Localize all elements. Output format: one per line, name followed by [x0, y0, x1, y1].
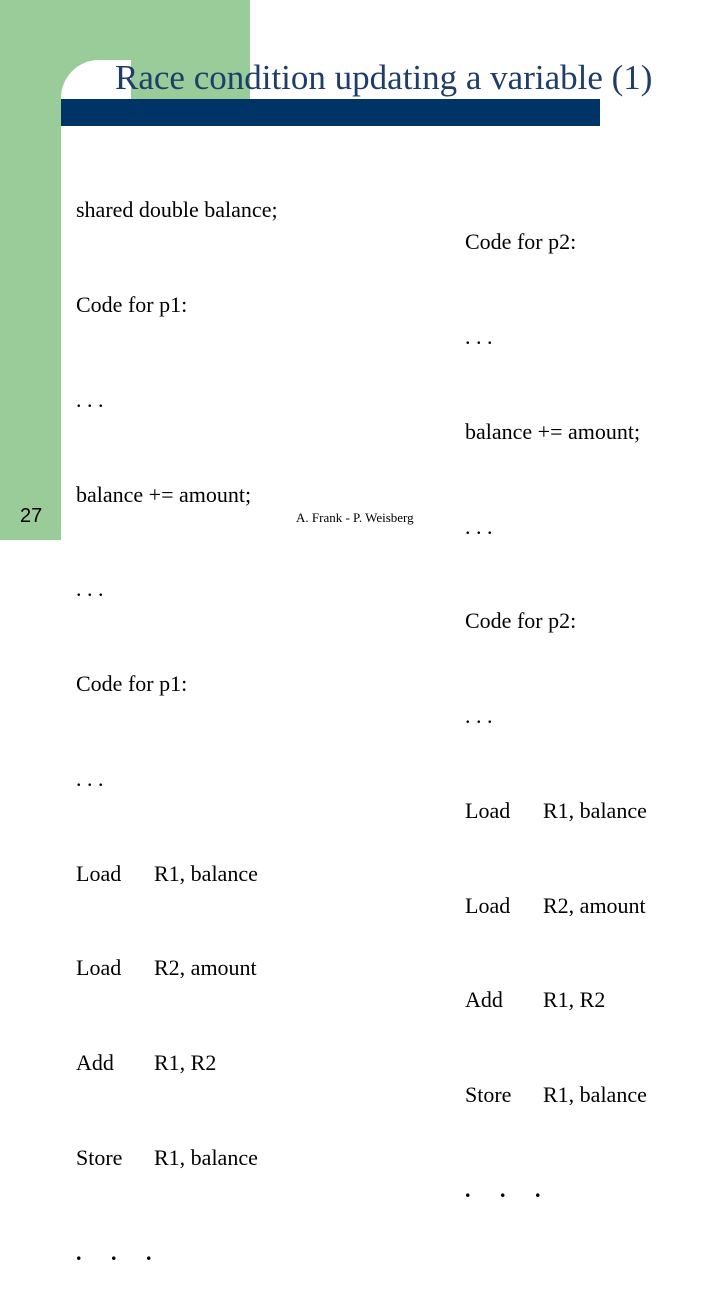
code-column-p1: [76, 131, 278, 1300]
footer-credit: A. Frank - P. Weisberg: [296, 510, 414, 525]
code-line: . . .: [465, 323, 493, 349]
asm-op: Add: [76, 1050, 114, 1076]
asm-op: Load: [76, 955, 122, 981]
code-line: Code for p2:: [465, 229, 577, 255]
asm-args: R2, amount: [154, 955, 257, 981]
asm-args: R1, R2: [543, 987, 606, 1013]
asm-line: [465, 1079, 647, 1111]
asm-args: R1, balance: [543, 1082, 647, 1108]
page-number: 27: [20, 505, 43, 527]
code-line: Code for p2:: [465, 608, 577, 634]
code-line: . . .: [76, 386, 104, 412]
asm-args: R2, amount: [543, 892, 646, 918]
asm-op: Store: [76, 1145, 123, 1170]
code-line: Code for p1:: [76, 671, 188, 697]
asm-op: Add: [465, 987, 503, 1013]
code-line: balance += amount;: [76, 481, 252, 507]
asm-line: [465, 795, 647, 827]
asm-line: [76, 1142, 278, 1174]
asm-op: Load: [465, 797, 511, 823]
asm-line: [465, 890, 647, 922]
code-ellipsis: . . .: [76, 1239, 164, 1265]
asm-line: [76, 858, 278, 890]
code-line: . . .: [76, 576, 104, 602]
asm-args: R1, balance: [154, 1145, 258, 1170]
asm-line: [76, 952, 278, 984]
slide-title: Race condition updating a variable (1): [115, 58, 653, 97]
decorative-green-sidebar: [0, 0, 61, 540]
asm-op: Store: [465, 1082, 512, 1108]
asm-line: [465, 984, 647, 1016]
code-line: . . .: [465, 513, 493, 539]
code-line: . . .: [465, 703, 493, 729]
asm-args: R1, balance: [154, 860, 258, 886]
asm-op: Load: [465, 892, 511, 918]
code-line: shared double balance;: [76, 197, 278, 223]
code-line: . . .: [76, 765, 104, 791]
asm-args: R1, balance: [543, 797, 647, 823]
code-column-p2: [465, 163, 647, 1237]
asm-op: Load: [76, 860, 122, 886]
asm-line: [76, 1047, 278, 1079]
title-underline-bar: [61, 99, 600, 126]
asm-args: R1, R2: [154, 1050, 217, 1076]
code-ellipsis: . . .: [465, 1177, 553, 1202]
code-line: balance += amount;: [465, 418, 641, 444]
code-line: Code for p1:: [76, 291, 188, 317]
